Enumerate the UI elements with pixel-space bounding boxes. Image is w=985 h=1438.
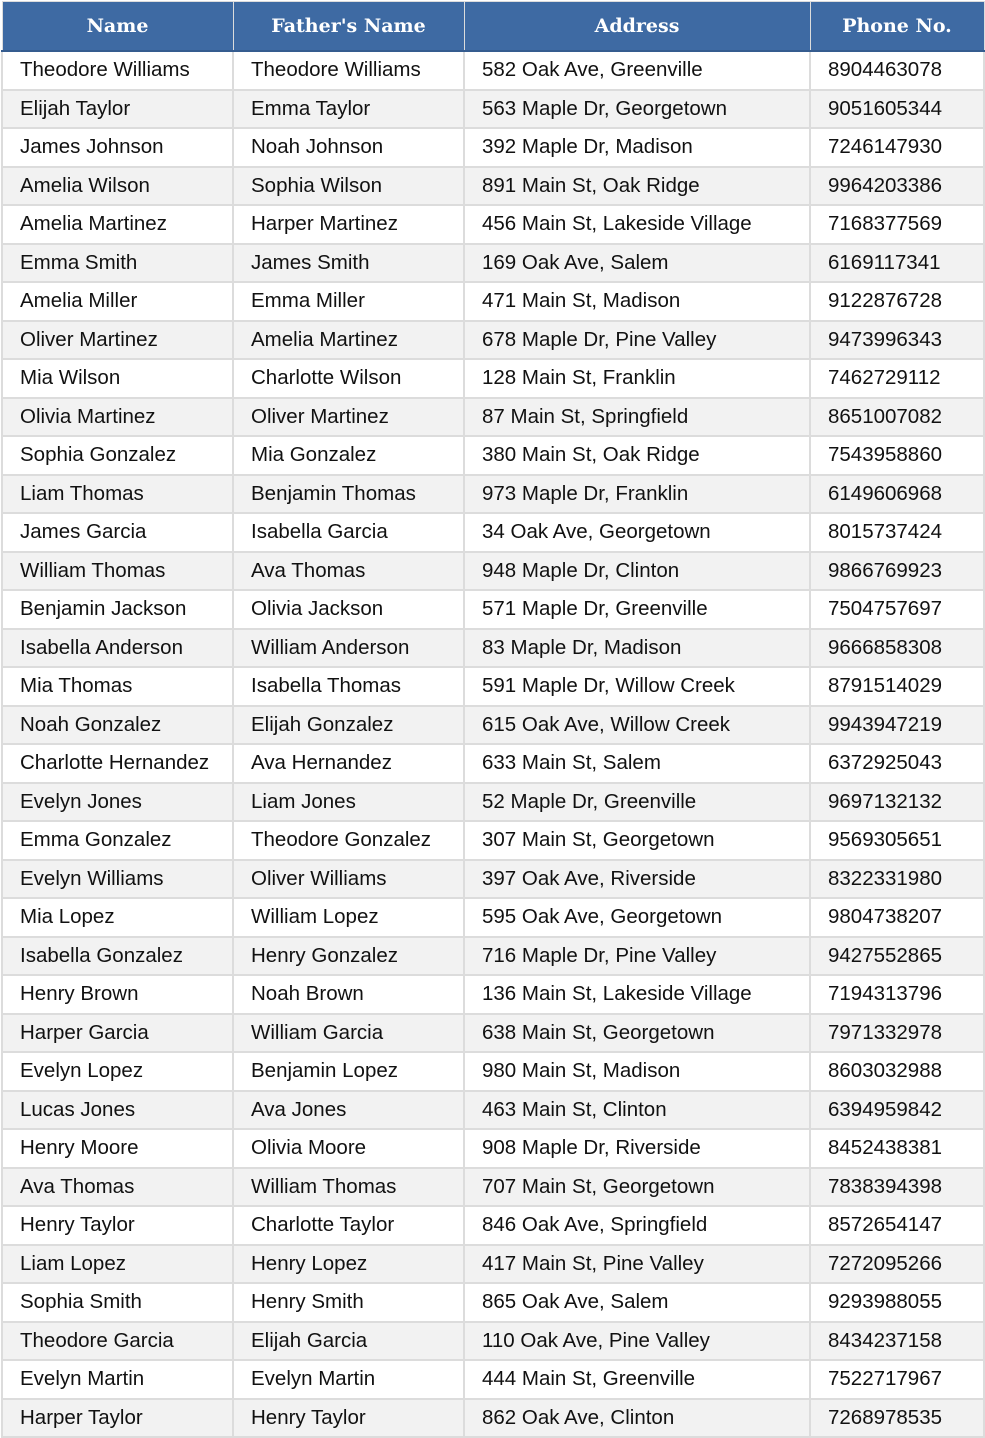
cell-name: Liam Thomas	[2, 475, 233, 514]
cell-fathers-name: Emma Miller	[233, 282, 464, 321]
cell-address: 128 Main St, Franklin	[464, 359, 810, 398]
table-body	[2, 51, 984, 1437]
cell-phone: 7268978535	[810, 1399, 984, 1438]
cell-name: Evelyn Jones	[2, 783, 233, 822]
cell-phone: 8322331980	[810, 860, 984, 899]
cell-fathers-name: Benjamin Thomas	[233, 475, 464, 514]
cell-name: Theodore Williams	[2, 51, 233, 90]
cell-fathers-name: Henry Smith	[233, 1283, 464, 1322]
cell-phone: 8452438381	[810, 1129, 984, 1168]
cell-address: 571 Maple Dr, Greenville	[464, 590, 810, 629]
cell-address: 615 Oak Ave, Willow Creek	[464, 706, 810, 745]
table-row	[2, 898, 984, 937]
table-row	[2, 90, 984, 129]
cell-phone: 9051605344	[810, 90, 984, 129]
cell-phone: 8572654147	[810, 1206, 984, 1245]
cell-phone: 9473996343	[810, 321, 984, 360]
cell-address: 463 Main St, Clinton	[464, 1091, 810, 1130]
cell-address: 948 Maple Dr, Clinton	[464, 552, 810, 591]
cell-name: Harper Taylor	[2, 1399, 233, 1438]
cell-name: Theodore Garcia	[2, 1322, 233, 1361]
cell-phone: 7543958860	[810, 436, 984, 475]
cell-phone: 9427552865	[810, 937, 984, 976]
table-row	[2, 744, 984, 783]
cell-address: 471 Main St, Madison	[464, 282, 810, 321]
cell-name: Evelyn Martin	[2, 1360, 233, 1399]
cell-fathers-name: Emma Taylor	[233, 90, 464, 129]
table-row	[2, 1129, 984, 1168]
cell-name: Noah Gonzalez	[2, 706, 233, 745]
cell-name: Sophia Smith	[2, 1283, 233, 1322]
cell-phone: 7246147930	[810, 128, 984, 167]
cell-fathers-name: Theodore Gonzalez	[233, 821, 464, 860]
cell-phone: 8434237158	[810, 1322, 984, 1361]
cell-phone: 7462729112	[810, 359, 984, 398]
cell-address: 397 Oak Ave, Riverside	[464, 860, 810, 899]
cell-phone: 6372925043	[810, 744, 984, 783]
cell-address: 707 Main St, Georgetown	[464, 1168, 810, 1207]
cell-fathers-name: Amelia Martinez	[233, 321, 464, 360]
cell-phone: 9804738207	[810, 898, 984, 937]
cell-phone: 8651007082	[810, 398, 984, 437]
table-row	[2, 359, 984, 398]
table-row	[2, 667, 984, 706]
cell-fathers-name: William Anderson	[233, 629, 464, 668]
cell-fathers-name: William Thomas	[233, 1168, 464, 1207]
cell-fathers-name: Theodore Williams	[233, 51, 464, 90]
cell-name: Liam Lopez	[2, 1245, 233, 1284]
cell-name: Henry Brown	[2, 975, 233, 1014]
table-row	[2, 1245, 984, 1284]
cell-name: Sophia Gonzalez	[2, 436, 233, 475]
cell-phone: 8791514029	[810, 667, 984, 706]
table-row	[2, 1014, 984, 1053]
cell-address: 34 Oak Ave, Georgetown	[464, 513, 810, 552]
cell-phone: 8015737424	[810, 513, 984, 552]
cell-phone: 7971332978	[810, 1014, 984, 1053]
cell-name: Emma Gonzalez	[2, 821, 233, 860]
cell-phone: 7194313796	[810, 975, 984, 1014]
cell-name: Elijah Taylor	[2, 90, 233, 129]
cell-name: James Garcia	[2, 513, 233, 552]
cell-fathers-name: William Garcia	[233, 1014, 464, 1053]
cell-fathers-name: Sophia Wilson	[233, 167, 464, 206]
cell-fathers-name: Charlotte Taylor	[233, 1206, 464, 1245]
table-row	[2, 1360, 984, 1399]
cell-name: Amelia Miller	[2, 282, 233, 321]
cell-name: Henry Taylor	[2, 1206, 233, 1245]
table-row	[2, 590, 984, 629]
cell-fathers-name: Isabella Garcia	[233, 513, 464, 552]
cell-phone: 7522717967	[810, 1360, 984, 1399]
cell-name: Isabella Anderson	[2, 629, 233, 668]
cell-address: 87 Main St, Springfield	[464, 398, 810, 437]
table-row	[2, 244, 984, 283]
cell-phone: 9293988055	[810, 1283, 984, 1322]
cell-name: Mia Lopez	[2, 898, 233, 937]
table-row	[2, 1399, 984, 1438]
cell-phone: 6169117341	[810, 244, 984, 283]
cell-fathers-name: Benjamin Lopez	[233, 1052, 464, 1091]
cell-address: 595 Oak Ave, Georgetown	[464, 898, 810, 937]
cell-name: Oliver Martinez	[2, 321, 233, 360]
table-row	[2, 282, 984, 321]
table-row	[2, 436, 984, 475]
cell-phone: 7272095266	[810, 1245, 984, 1284]
cell-name: Benjamin Jackson	[2, 590, 233, 629]
cell-address: 891 Main St, Oak Ridge	[464, 167, 810, 206]
table-row	[2, 51, 984, 90]
cell-fathers-name: Ava Jones	[233, 1091, 464, 1130]
cell-fathers-name: Ava Hernandez	[233, 744, 464, 783]
cell-address: 83 Maple Dr, Madison	[464, 629, 810, 668]
cell-fathers-name: Olivia Moore	[233, 1129, 464, 1168]
cell-address: 563 Maple Dr, Georgetown	[464, 90, 810, 129]
cell-name: Mia Wilson	[2, 359, 233, 398]
cell-address: 980 Main St, Madison	[464, 1052, 810, 1091]
cell-address: 136 Main St, Lakeside Village	[464, 975, 810, 1014]
cell-name: James Johnson	[2, 128, 233, 167]
cell-fathers-name: Isabella Thomas	[233, 667, 464, 706]
cell-phone: 7838394398	[810, 1168, 984, 1207]
table-row	[2, 1168, 984, 1207]
table-header	[2, 2, 984, 52]
table-row	[2, 783, 984, 822]
cell-phone: 9569305651	[810, 821, 984, 860]
table-row	[2, 975, 984, 1014]
table-row	[2, 398, 984, 437]
table-row	[2, 1322, 984, 1361]
cell-address: 444 Main St, Greenville	[464, 1360, 810, 1399]
table-row	[2, 1091, 984, 1130]
cell-address: 973 Maple Dr, Franklin	[464, 475, 810, 514]
cell-address: 633 Main St, Salem	[464, 744, 810, 783]
cell-phone: 9964203386	[810, 167, 984, 206]
cell-fathers-name: Liam Jones	[233, 783, 464, 822]
cell-fathers-name: Harper Martinez	[233, 205, 464, 244]
cell-fathers-name: Mia Gonzalez	[233, 436, 464, 475]
cell-phone: 9697132132	[810, 783, 984, 822]
cell-address: 846 Oak Ave, Springfield	[464, 1206, 810, 1245]
table-row	[2, 1052, 984, 1091]
cell-address: 582 Oak Ave, Greenville	[464, 51, 810, 90]
cell-name: Henry Moore	[2, 1129, 233, 1168]
table-row	[2, 629, 984, 668]
cell-address: 307 Main St, Georgetown	[464, 821, 810, 860]
cell-name: Lucas Jones	[2, 1091, 233, 1130]
cell-phone: 6149606968	[810, 475, 984, 514]
cell-address: 678 Maple Dr, Pine Valley	[464, 321, 810, 360]
cell-fathers-name: Charlotte Wilson	[233, 359, 464, 398]
cell-address: 110 Oak Ave, Pine Valley	[464, 1322, 810, 1361]
cell-name: Emma Smith	[2, 244, 233, 283]
cell-phone: 9943947219	[810, 706, 984, 745]
column-header-fathers-name[interactable]: Father's Name	[233, 2, 464, 52]
table-row	[2, 167, 984, 206]
cell-fathers-name: Evelyn Martin	[233, 1360, 464, 1399]
cell-address: 862 Oak Ave, Clinton	[464, 1399, 810, 1438]
cell-name: Amelia Wilson	[2, 167, 233, 206]
cell-phone: 7504757697	[810, 590, 984, 629]
cell-fathers-name: Oliver Williams	[233, 860, 464, 899]
cell-phone: 6394959842	[810, 1091, 984, 1130]
table-row	[2, 552, 984, 591]
header-row	[2, 2, 984, 52]
cell-address: 908 Maple Dr, Riverside	[464, 1129, 810, 1168]
cell-name: Isabella Gonzalez	[2, 937, 233, 976]
cell-fathers-name: Elijah Garcia	[233, 1322, 464, 1361]
cell-fathers-name: Henry Taylor	[233, 1399, 464, 1438]
column-header-name[interactable]: Name	[2, 2, 233, 52]
table-row	[2, 1206, 984, 1245]
table-row	[2, 128, 984, 167]
column-header-phone[interactable]: Phone No.	[810, 2, 984, 52]
table-row	[2, 821, 984, 860]
cell-name: Harper Garcia	[2, 1014, 233, 1053]
cell-address: 638 Main St, Georgetown	[464, 1014, 810, 1053]
column-header-address[interactable]: Address	[464, 2, 810, 52]
cell-phone: 7168377569	[810, 205, 984, 244]
table-row	[2, 475, 984, 514]
cell-fathers-name: Henry Lopez	[233, 1245, 464, 1284]
table-row	[2, 321, 984, 360]
table-row	[2, 513, 984, 552]
cell-fathers-name: Oliver Martinez	[233, 398, 464, 437]
cell-name: Mia Thomas	[2, 667, 233, 706]
cell-address: 380 Main St, Oak Ridge	[464, 436, 810, 475]
cell-fathers-name: Ava Thomas	[233, 552, 464, 591]
cell-name: Evelyn Williams	[2, 860, 233, 899]
table-row	[2, 860, 984, 899]
cell-address: 392 Maple Dr, Madison	[464, 128, 810, 167]
cell-phone: 8904463078	[810, 51, 984, 90]
cell-name: William Thomas	[2, 552, 233, 591]
cell-name: Amelia Martinez	[2, 205, 233, 244]
cell-name: Evelyn Lopez	[2, 1052, 233, 1091]
cell-fathers-name: James Smith	[233, 244, 464, 283]
cell-phone: 9122876728	[810, 282, 984, 321]
cell-address: 591 Maple Dr, Willow Creek	[464, 667, 810, 706]
cell-phone: 8603032988	[810, 1052, 984, 1091]
table-row	[2, 1283, 984, 1322]
cell-fathers-name: Henry Gonzalez	[233, 937, 464, 976]
cell-address: 716 Maple Dr, Pine Valley	[464, 937, 810, 976]
cell-name: Olivia Martinez	[2, 398, 233, 437]
cell-phone: 9666858308	[810, 629, 984, 668]
cell-fathers-name: Elijah Gonzalez	[233, 706, 464, 745]
cell-address: 52 Maple Dr, Greenville	[464, 783, 810, 822]
cell-address: 456 Main St, Lakeside Village	[464, 205, 810, 244]
cell-address: 169 Oak Ave, Salem	[464, 244, 810, 283]
table-row	[2, 205, 984, 244]
cell-fathers-name: William Lopez	[233, 898, 464, 937]
cell-address: 865 Oak Ave, Salem	[464, 1283, 810, 1322]
cell-fathers-name: Noah Johnson	[233, 128, 464, 167]
cell-fathers-name: Olivia Jackson	[233, 590, 464, 629]
table-row	[2, 706, 984, 745]
table-row	[2, 937, 984, 976]
cell-address: 417 Main St, Pine Valley	[464, 1245, 810, 1284]
cell-phone: 9866769923	[810, 552, 984, 591]
cell-fathers-name: Noah Brown	[233, 975, 464, 1014]
cell-name: Ava Thomas	[2, 1168, 233, 1207]
records-table	[1, 1, 985, 1438]
cell-name: Charlotte Hernandez	[2, 744, 233, 783]
